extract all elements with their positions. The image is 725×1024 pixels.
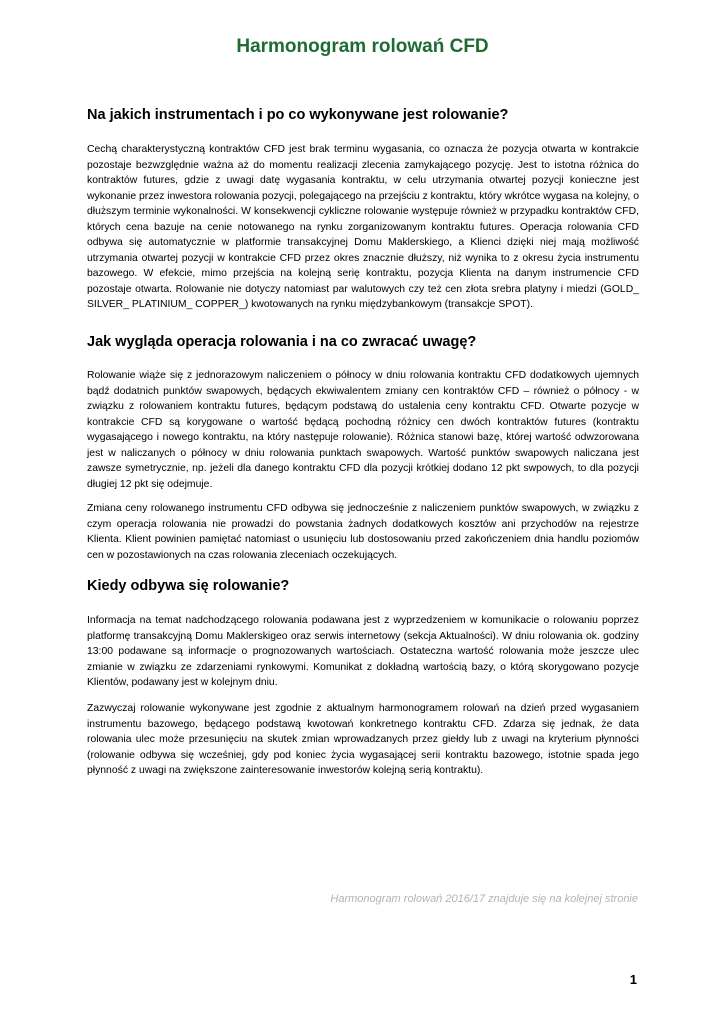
paragraph-operation-2: Zmiana ceny rolowanego instrumentu CFD odbywa się jednocześnie z naliczeniem punktów swapowych, w związku z czym operacja rolowania nie prowadzi do powstania żadnych dodatkowych kosztów ani przychodów na rejestrze Klienta. Klient powinien pamiętać natomiast o usunięciu lub dostosowaniu przed zakończeniem dnia handlu poziomów cen w pozostawionych na czas rolowania zleceniach oczekujących. <box>87 503 639 561</box>
paragraph-instruments: Cechą charakterystyczną kontraktów CFD jest brak terminu wygasania, co oznacza że pozycja otwarta w kontrakcie pozostaje bezwzględnie ważna aż do momentu realizacji zlecenia zamykającego pozycję. Jest to istotna różnica do kontraktów futures, gdzie z uwagi datę wygasania kontraktu, w celu utrzymania otwartej pozycji konieczne jest wykonanie przez inwestora rolowania pozycji, polegającego na przejściu z kontraktu, który wkrótce wygasa na kolejny, o dłuższym terminie wykonalności. W konsekwencji cykliczne rolowanie występuje również w przypadku kontraktów CFD, których cena bazuje na cenie notowanego na rynku zorganizowanym kontraktu futures. Operacja rolowania CFD odbywa się automatycznie w platformie transakcyjnej Domu Maklerskiego, a Klienci dzięki niej mają możliwość utrzymania otwartej pozycji w kontrakcie CFD przez okres znacznie dłuższy, niż wynika to z okresu życia instrumentu bazowego. W efekcie, mimo przejścia na kolejną serię kontraktu, pozycja Klienta na danym instrumencie CFD pozostaje otwarta. Rolowanie nie dotyczy natomiast par walutowych czy też cen złota srebra platyny i miedzi (GOLD_ SILVER_ PLATINIUM_ COPPER_) kwotowanych na rynku międzybankowym (transakcje SPOT). <box>87 144 639 310</box>
page-number: 1 <box>629 972 637 987</box>
footer-note: Harmonogram rolowań 2016/17 znajduje się na kolejnej stronie <box>330 893 638 905</box>
section-heading-instruments: Na jakich instrumentach i po co wykonywane jest rolowanie? <box>87 107 509 123</box>
document-title: Harmonogram rolowań CFD <box>236 36 489 57</box>
section-heading-operation: Jak wygląda operacja rolowania i na co zwracać uwagę? <box>87 334 477 350</box>
paragraph-when-1: Informacja na temat nadchodzącego rolowania podawana jest z wyprzedzeniem w komunikacie o rolowaniu poprzez platformę transakcyjną Domu Maklerskigeo oraz serwis internetowy (sekcja Aktualności). W dniu rolowania ok. godziny 13:00 podawane są informacje o prognozowanych wartościach. Ostateczna wartość rolowania może jeszcze ulec zmianie w związku ze zdarzeniami rynkowymi. Komunikat z dokładną wartością bazy, o którą skorygowano pozycje Klientów, podawany jest w kolejnym dniu. <box>87 615 639 688</box>
paragraph-operation-1: Rolowanie wiąże się z jednorazowym naliczeniem o północy w dniu rolowania kontraktu CFD dodatkowych ujemnych bądź dodatnich punktów swapowych, będących ekwiwalentem zmiany cen kontraktów CFD – również o północy - w związku z rolowaniem kontraktu futures, będącym podstawą do ustalenia ceny kontraktu CFD. Otwarte pozycje w kontrakcie CFD są korygowane o wartość będącą pochodną różnicy cen dwóch kontraktów futures (kontraktu wygasającego i nowego kontraktu, na który następuje rolowanie). Różnica stanowi bazę, której wartość odwzorowana jest w naliczanych o północy w dniu rolowania punktach swapowych. Wartość punktów swapowych naliczana jest zawsze symetrycznie, np. jeżeli dla danego kontraktu CFD dla pozycji krótkiej dodano 12 pkt swpowych, to dla pozycji długiej 12 pkt się odejmuje. <box>87 370 639 490</box>
paragraph-when-2: Zazwyczaj rolowanie wykonywane jest zgodnie z aktualnym harmonogramem rolowań na dzień przed wygasaniem instrumentu bazowego, będącego podstawą kwotowań konkretnego kontraktu CFD. Zdarza się jednak, że data rolowania ulec może przesunięciu na skutek zmian wprowadzanych przez giełdy lub z uwagi na kryterium płynności (rolowanie odbywa się wcześniej, gdy pod koniec życia wygasającej serii kontraktu bazowego, istotnie spada jego płynność z uwagi na zwiększone zainteresowanie inwestorów kolejną serią kontraktu). <box>87 703 639 776</box>
section-heading-when: Kiedy odbywa się rolowanie? <box>87 578 290 594</box>
